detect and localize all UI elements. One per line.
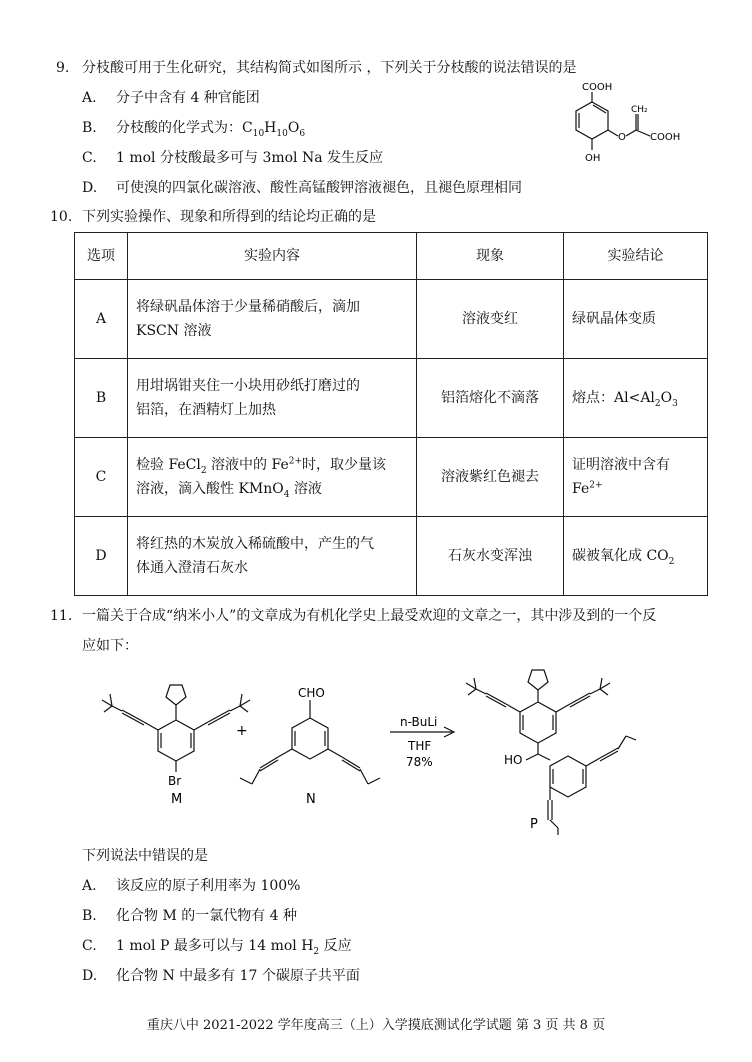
q9-option-b-letter: B. [82, 120, 97, 136]
q9-number: 9. [56, 60, 70, 76]
n-cho-label: CHO [298, 686, 325, 700]
q9-structure-diagram [552, 80, 692, 176]
p-label: P [530, 817, 538, 832]
q9-option-c: 1 mol 分枝酸最多可与 3mol Na 发生反应 [116, 150, 384, 166]
table-row [75, 280, 708, 359]
row-d-conclusion: 碳被氧化成 $CO_2$ [564, 517, 708, 596]
q11-option-c-letter: C. [82, 938, 97, 954]
q9-stem: 分枝酸可用于生化研究，其结构简式如图所示 ，下列关于分枝酸的说法错误的是 [82, 60, 577, 76]
m-br-label: Br [168, 774, 182, 788]
header-phenomenon: 现象 [417, 233, 564, 280]
structure-ch2: CH₂ [631, 105, 648, 115]
table-row [75, 438, 708, 517]
row-a-option: A [75, 280, 128, 359]
row-d-phenomenon: 石灰水变浑浊 [417, 517, 564, 596]
q11-question: 下列说法中错误的是 [82, 848, 208, 864]
q11-number: 11. [50, 608, 73, 624]
yield-label: 78% [406, 755, 433, 769]
q11-option-a-letter: A. [82, 878, 97, 894]
m-label: M [171, 792, 183, 807]
header-option: 选项 [75, 233, 128, 280]
p-ho-label: HO [504, 753, 523, 767]
structure-cooh-right: COOH [650, 132, 681, 143]
structure-cooh-top: COOH [582, 82, 613, 93]
q9-option-c-letter: C. [82, 150, 97, 166]
row-a-content: 将绿矾晶体溶于少量稀硝酸后，滴加 KSCN 溶液 [128, 280, 417, 359]
q11-option-d-letter: D. [82, 968, 98, 984]
q10-stem: 下列实验操作、现象和所得到的结论均正确的是 [82, 209, 376, 225]
row-d-content: 将红热的木炭放入稀硫酸中，产生的气 体通入澄清石灰水 [128, 517, 417, 596]
header-content: 实验内容 [128, 233, 417, 280]
table-row [75, 359, 708, 438]
row-b-content: 用坩埚钳夹住一小块用砂纸打磨过的 铝箔，在酒精灯上加热 [128, 359, 417, 438]
row-c-conclusion: 证明溶液中含有 $Fe^{2+}$ [564, 438, 708, 517]
q11-stem-line2: 应如下： [82, 638, 138, 654]
q11-reaction-scheme [100, 660, 640, 835]
row-a-phenomenon: 溶液变红 [417, 280, 564, 359]
q9-option-b: 分枝酸的化学式为：$C_{10}H_{10}O_6$ [116, 120, 306, 139]
table-row [75, 517, 708, 596]
table-header-row [75, 233, 708, 280]
q10-number: 10. [50, 209, 73, 225]
q11-option-b: 化合物 M 的一氯代物有 4 种 [116, 908, 298, 924]
header-conclusion: 实验结论 [564, 233, 708, 280]
solvent-label: THF [408, 739, 432, 753]
q11-stem-line1: 一篇关于合成“纳米小人”的文章成为有机化学史上最受欢迎的文章之一，其中涉及到的一个反 [82, 608, 657, 624]
q9-option-d: 可使溴的四氯化碳溶液、酸性高锰酸钾溶液褪色，且褪色原理相同 [116, 180, 522, 196]
structure-o: O [618, 132, 626, 143]
row-b-conclusion: 熔点：$Al<Al_2O_3$ [564, 359, 708, 438]
reagent-label: n-BuLi [400, 715, 438, 729]
experiment-table [74, 232, 708, 596]
row-c-content: 检验 FeCl$_2$ 溶液中的 $Fe^{2+}$时，取少量该 溶液，滴入酸性 KMnO$_4$ 溶液 [128, 438, 417, 517]
row-d-option: D [75, 517, 128, 596]
row-a-conclusion: 绿矾晶体变质 [564, 280, 708, 359]
q9-option-a-letter: A. [82, 90, 97, 106]
q11-option-d: 化合物 N 中最多有 17 个碳原子共平面 [116, 968, 360, 984]
plus-sign: + [236, 723, 248, 739]
q11-option-c: 1 mol P 最多可以与 14 mol $H_2$ 反应 [116, 938, 352, 957]
row-b-option: B [75, 359, 128, 438]
row-c-phenomenon: 溶液紫红色褪去 [417, 438, 564, 517]
n-label: N [306, 792, 316, 807]
q11-option-b-letter: B. [82, 908, 97, 924]
q9-option-d-letter: D. [82, 180, 98, 196]
q9-option-a: 分子中含有 4 种官能团 [116, 90, 260, 106]
page-footer: 重庆八中 2021-2022 学年度高三（上）入学摸底测试化学试题 第 3 页 共 8 页 [146, 1018, 606, 1033]
q11-option-a: 该反应的原子利用率为 100% [116, 878, 301, 894]
row-c-option: C [75, 438, 128, 517]
row-b-phenomenon: 铝箔熔化不滴落 [417, 359, 564, 438]
structure-oh: OH [585, 153, 601, 164]
